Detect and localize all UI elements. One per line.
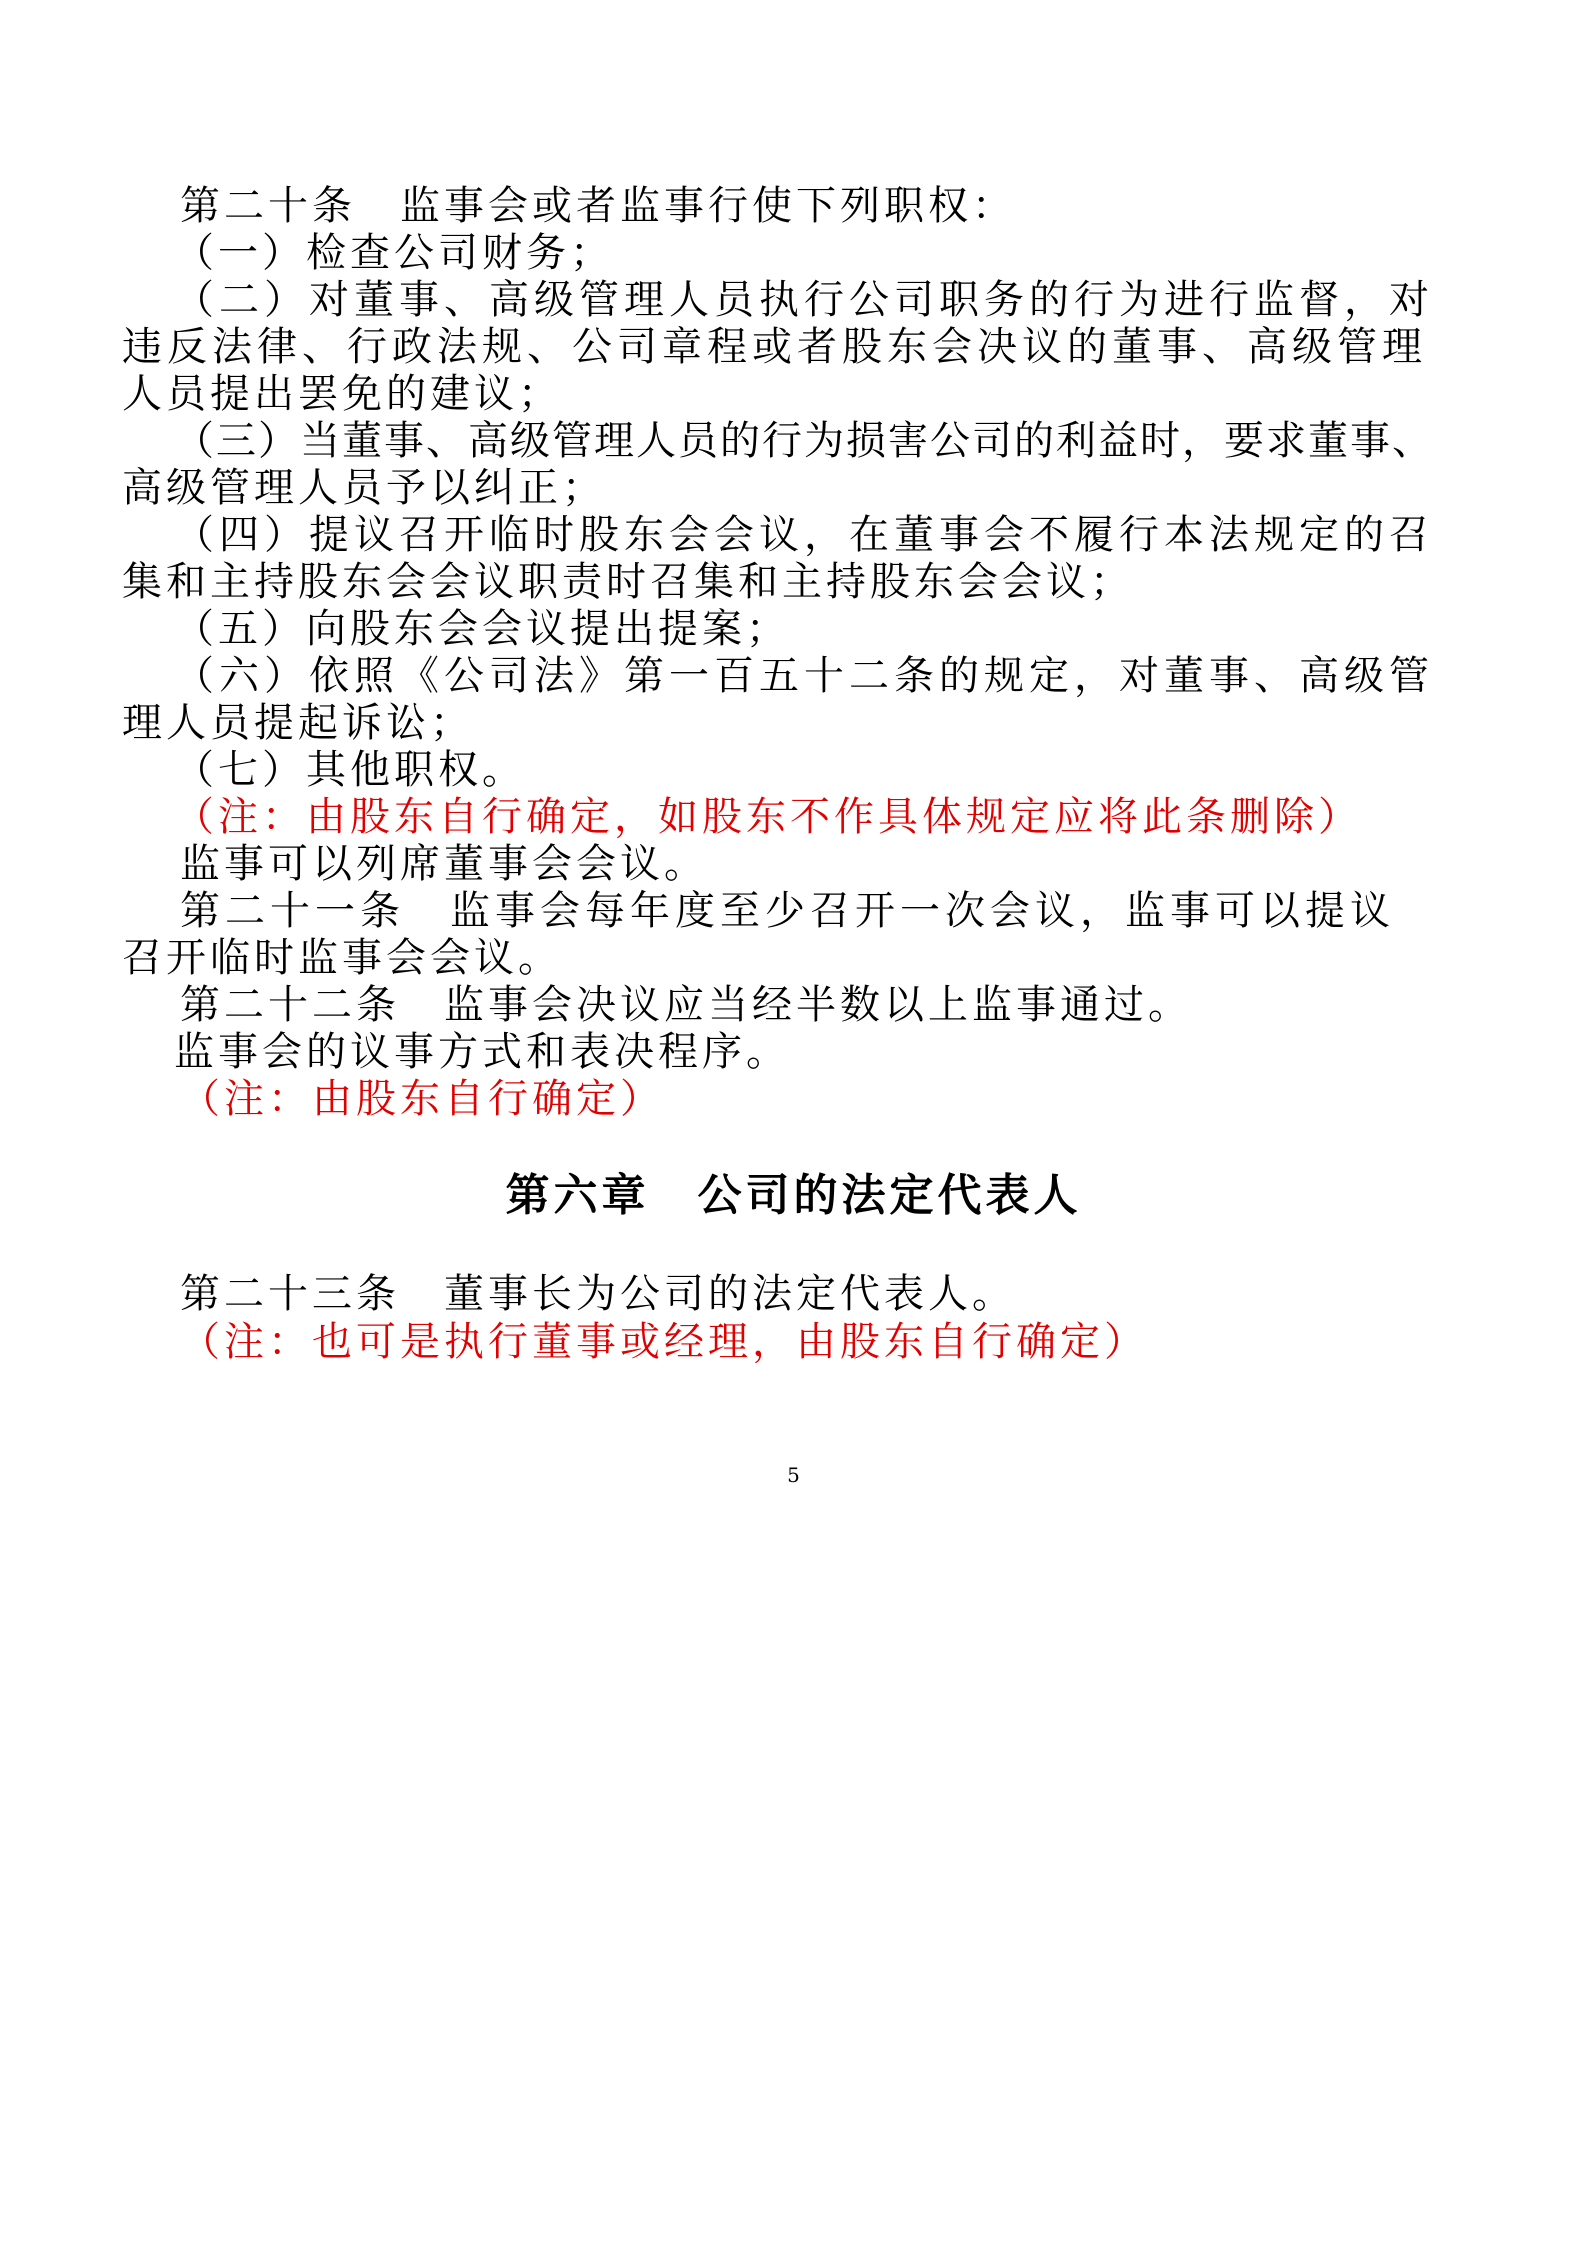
- article-20-item-6-line-2: 理人员提起诉讼；: [122, 700, 474, 746]
- note-delete-article: （注：由股东自行确定，如股东不作具体规定应将此条删除）: [174, 794, 1362, 840]
- article-20-item-2-line-1: （二）对董事、高级管理人员执行公司职务的行为进行监督，对: [174, 277, 1434, 323]
- page-number: 5: [787, 1463, 800, 1487]
- article-20-item-3-line-1: （三）当董事、高级管理人员的行为损害公司的利益时，要求董事、: [174, 418, 1434, 464]
- supervisor-attend-board: 监事可以列席董事会会议。: [180, 841, 708, 887]
- article-20-item-2-line-2: 违反法律、行政法规、公司章程或者股东会决议的董事、高级管理: [122, 324, 1427, 370]
- note-shareholder-decide: （注：由股东自行确定）: [180, 1076, 664, 1122]
- article-23: 第二十三条 董事长为公司的法定代表人。: [180, 1271, 1016, 1317]
- article-20-item-5: （五）向股东会会议提出提案；: [174, 606, 790, 652]
- article-22: 第二十二条 监事会决议应当经半数以上监事通过。: [180, 982, 1192, 1028]
- article-20-item-7: （七）其他职权。: [174, 747, 526, 793]
- article-20-item-4-line-2: 集和主持股东会会议职责时召集和主持股东会会议；: [122, 559, 1134, 605]
- article-21-line-1: 第二十一条 监事会每年度至少召开一次会议，监事可以提议: [180, 888, 1395, 934]
- article-21-line-2: 召开临时监事会会议。: [122, 935, 562, 981]
- article-20-item-1: （一）检查公司财务；: [174, 230, 614, 276]
- article-20-item-2-line-3: 人员提出罢免的建议；: [122, 371, 562, 417]
- article-20-item-3-line-2: 高级管理人员予以纠正；: [122, 465, 606, 511]
- meeting-procedure: 监事会的议事方式和表决程序。: [174, 1029, 790, 1075]
- article-20-item-4-line-1: （四）提议召开临时股东会会议，在董事会不履行本法规定的召: [174, 512, 1434, 558]
- article-20-item-6-line-1: （六）依照《公司法》第一百五十二条的规定，对董事、高级管: [174, 653, 1434, 699]
- article-20-title: 第二十条 监事会或者监事行使下列职权：: [180, 183, 1016, 229]
- chapter-6-title: 第六章 公司的法定代表人: [505, 1170, 1082, 1221]
- note-legal-representative: （注：也可是执行董事或经理，由股东自行确定）: [180, 1319, 1148, 1365]
